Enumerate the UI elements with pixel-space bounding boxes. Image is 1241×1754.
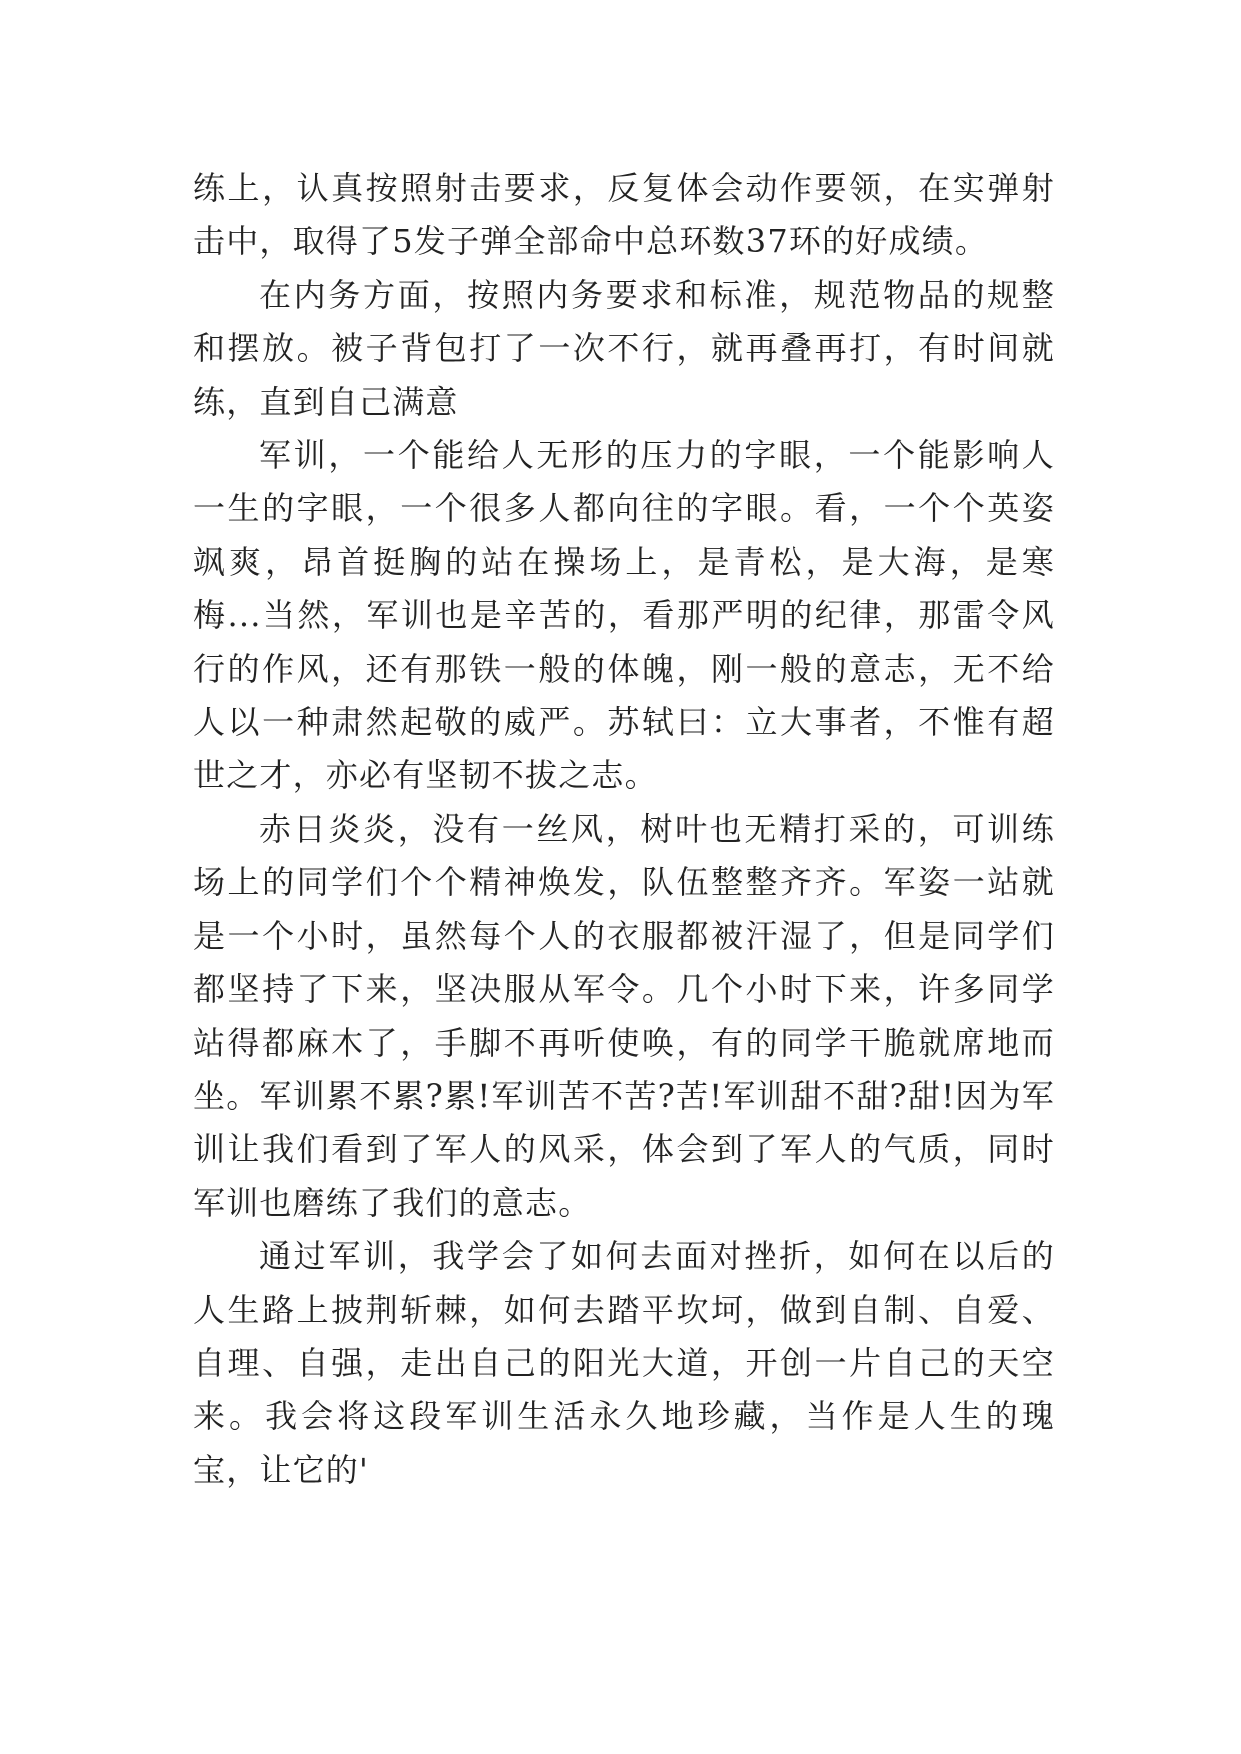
paragraph-2: 在内务方面，按照内务要求和标准，规范物品的规整和摆放。被子背包打了一次不行，就再叠再打，有时间就练，直到自己满意 [193, 275, 1055, 421]
document-body [193, 162, 1055, 1497]
paragraph-3: 军训，一个能给人无形的压力的字眼，一个能影响人一生的字眼，一个很多人都向往的字眼。看，一个个英姿飒爽，昂首挺胸的站在操场上，是青松，是大海，是寒梅...当然，军训也是辛苦的，看那严明的纪律，那雷令风行的作风，还有那铁一般的体魄，刚一般的意志，无不给人以一种肃然起敬的威严。苏轼曰：立大事者，不惟有超世之才，亦必有坚韧不拔之志。 [193, 436, 1055, 795]
paragraph-5: 通过军训，我学会了如何去面对挫折，如何在以后的人生路上披荆斩棘，如何去踏平坎坷，做到自制、自爱、自理、自强，走出自己的阳光大道，开创一片自己的天空来。我会将这段军训生活永久地珍藏，当作是人生的瑰宝，让它的' [193, 1237, 1055, 1489]
paragraph-1: 练上，认真按照射击要求，反复体会动作要领，在实弹射击中，取得了5发子弹全部命中总环数37环的好成绩。 [193, 169, 1055, 261]
paragraph-4: 赤日炎炎，没有一丝风，树叶也无精打采的，可训练场上的同学们个个精神焕发，队伍整整齐齐。军姿一站就是一个小时，虽然每个人的衣服都被汗湿了，但是同学们都坚持了下来，坚决服从军令。几个小时下来，许多同学站得都麻木了，手脚不再听使唤，有的同学干脆就席地而坐。军训累不累?累!军训苦不苦?苦!军训甜不甜?甜!因为军训让我们看到了军人的风采，体会到了军人的气质，同时军训也磨练了我们的意志。 [193, 809, 1055, 1222]
